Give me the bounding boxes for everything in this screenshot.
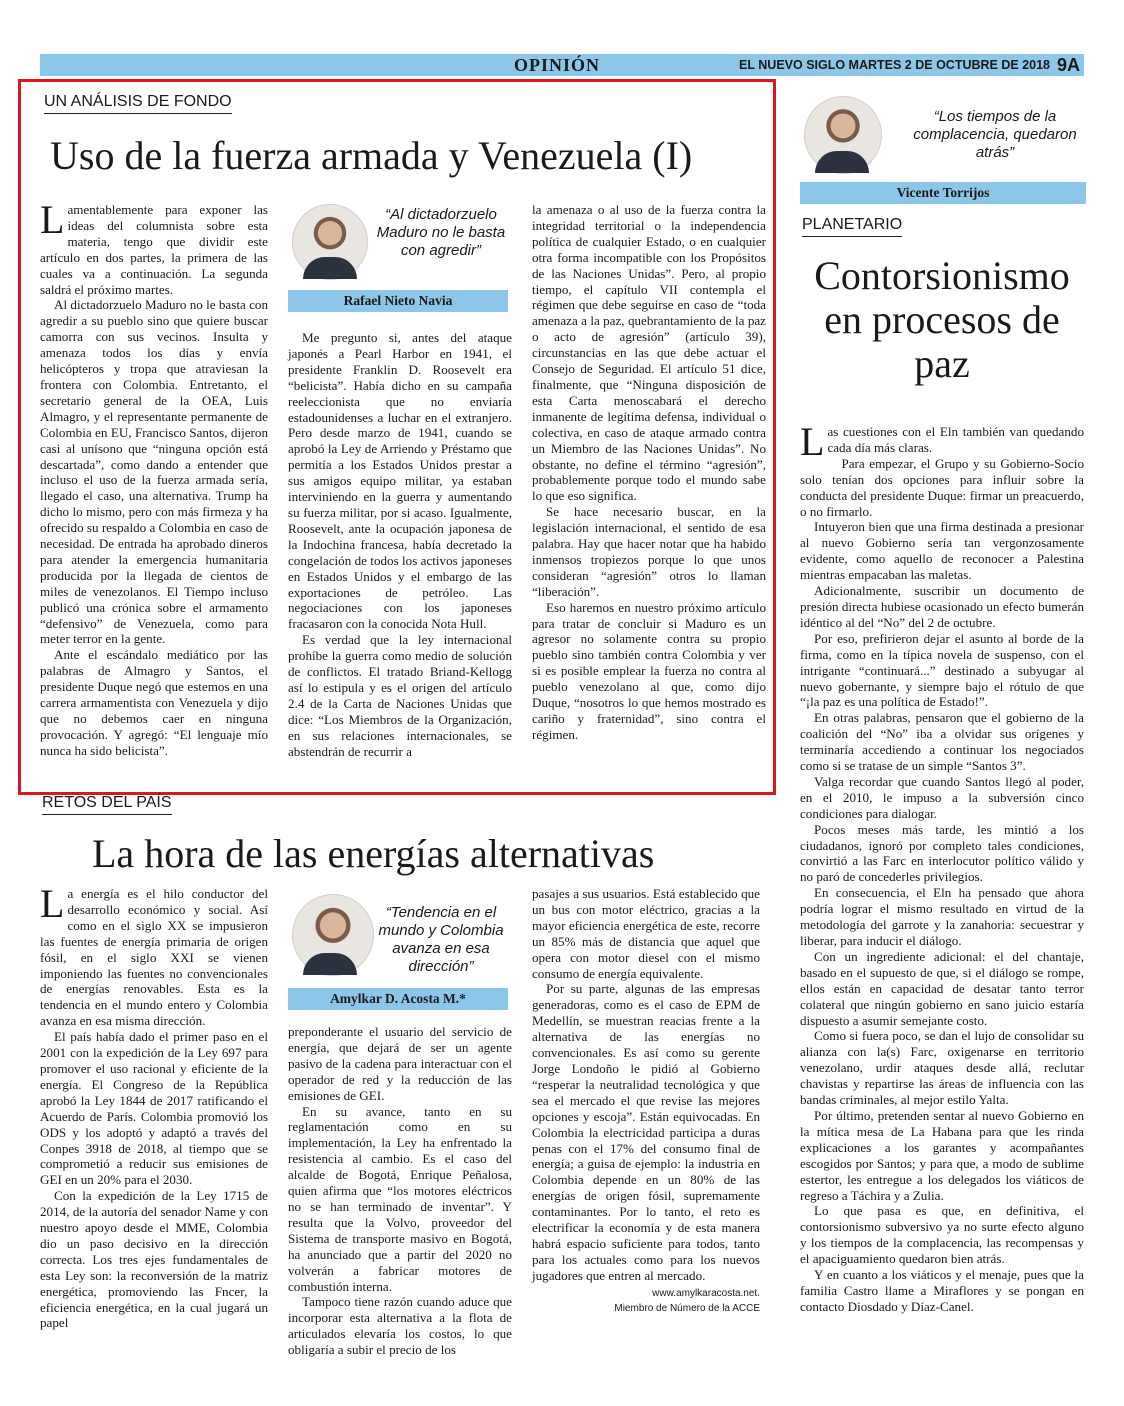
paragraph: En consecuencia, el Eln ha pensado que ahora podría lograr el mismo resultado en virtud de la metodología del garrote y la zanahoria: secuestrar y liberar, para inducir el diálogo.	[800, 885, 1084, 948]
author-website: www.amylkaracosta.net.	[652, 1287, 760, 1299]
article3-body	[800, 424, 1084, 1364]
paragraph: Valga recordar que cuando Santos llegó al poder, en el 2010, le impuso a la subversión cinco condiciones para dialogar.	[800, 773, 1084, 821]
author-name: Rafael Nieto Navia	[288, 290, 508, 312]
article2-column-1	[40, 881, 268, 1356]
paragraph: Adicionalmente, suscribir un documento de presión directa hubiese ocasionado un efecto bumerán idéntico al del “No” del 2 de octubre.	[800, 583, 1084, 630]
paragraph: En su avance, tanto en su reglamentación como en su implementación, la Ley ha enfrentado la resistencia al cambio. Es el caso del alcalde de Bogotá, Enrique Peñalosa, quien afirma que “los motores eléctricos no se han terminado de inventar”. Y resulta que la Volvo, proveedor del Sistema de transporte masivo en Bogotá, ha anunciado que a partir del 2020 no volverán a fabricar motores de combustión interna.	[288, 1103, 512, 1294]
article1-headline: Uso de la fuerza armada y Venezuela (I)	[50, 133, 693, 178]
article2-column-3	[532, 886, 760, 1356]
paragraph: pasajes a sus usuarios. Está establecido que un bus con motor eléctrico, gracias a la mayor eficiencia energética de este, recorre un 85% más de distancia que aquel que opera con motor diesel con el mismo consumo de energía equivalente.	[532, 886, 760, 981]
author-name: Vicente Torrijos	[800, 182, 1086, 204]
paragraph: Ante el escándalo mediático por las palabras de Almagro y Santos, el presidente Duque negó que estemos en una carrera armamentista con Venezuela y dijo que no debemos caer en ninguna provocación. Y agregó: “El lenguaje mío nunca ha sido belicista”.	[40, 647, 268, 758]
article3-kicker: PLANETARIO	[802, 216, 902, 237]
paragraph: Es verdad que la ley internacional prohíbe la guerra como medio de solución de conflictos. El tratado Briand-Kellogg así lo estipula y es el origen del artículo 2.4 de la Carta de Naciones Unidas que dice: “Los Miembros de la Organización, en sus relaciones internacionales, se abstendrán de recurrir a	[288, 632, 512, 759]
section-name: OPINIÓN	[513, 55, 600, 75]
dropcap: L	[800, 424, 825, 464]
paragraph: Por último, pretenden sentar al nuevo Gobierno en la mítica mesa de La Habana para que les rinda explicaciones a los garantes y acompañantes escogidos por Santos; y para que, a modo de sublime estertor, les entregue a los delegados los viáticos de regreso a Táchira y a Zulia.	[800, 1107, 1084, 1203]
paragraph: as cuestiones con el Eln también van quedando cada día más claras.	[827, 424, 1084, 455]
paragraph: Pocos meses más tarde, les mintió a los ciudadanos, ignoró por completo tales condiciones, convirtió a las Farc en interlocutor político válido y no paró de concederles privilegios.	[800, 821, 1084, 885]
article2-body	[40, 881, 760, 1358]
paragraph: Para empezar, el Grupo y su Gobierno-Socio solo tenían dos opciones para influir sobre la conducta del presidente Duque: firmar un preacuerdo, o no firmarlo.	[800, 455, 1084, 519]
paragraph: Como si fuera poco, se dan el lujo de consolidar su alianza con la(s) Farc, oxigenarse en territorio venezolano, urdir ataques desde allá, reclutar chavistas y repartirse las áreas de influencia con las bandas criminales, al mejor estilo Yalta.	[800, 1028, 1084, 1108]
paragraph: Eso haremos en nuestro próximo artículo para tratar de concluir si Maduro es un agresor no solamente contra su propio pueblo sino también contra Colombia y ver si es posible emplear la fuerza no contra al pueblo venezolano al que, como dijo Duque, “nosotros lo que hemos mostrado es cariño y fraternidad”, sino contra el régimen.	[532, 599, 766, 742]
paragraph: Con un ingrediente adicional: el del chantaje, basado en el supuesto de que, si el diálogo se rompe, ellos están en capacidad de desatar tanto terror colateral que ningún gobierno en sano juicio estaría dispuesto a asumir semejante costo.	[800, 948, 1084, 1028]
article2-column-2	[288, 886, 512, 1356]
paragraph: Tampoco tiene razón cuando aduce que incorporar esta alternativa a la flota de articulados elevaría los costos, lo que obligaría a subir el precio de los	[288, 1294, 512, 1358]
article1-kicker: UN ANÁLISIS DE FONDO	[44, 93, 232, 114]
paragraph: Se hace necesario buscar, en la legislación internacional, el sentido de esa palabra. Hay que hacer notar que ha habido inmensos tropiezos porque lo que unos consideran “agresión” otros lo llaman “liberación”.	[532, 504, 766, 599]
author-credential: Miembro de Número de la ACCE	[614, 1302, 760, 1314]
paragraph: preponderante el usuario del servicio de energía, que dejará de ser un agente pasivo de la cadena para interactuar con el operador de red y la reducción de las emisiones de GEI.	[288, 1024, 512, 1103]
article3-headline: Contorsionismo en procesos de paz	[814, 253, 1070, 386]
author-photo	[804, 96, 882, 174]
paragraph: Intuyeron bien que una firma destinada a presionar al nuevo Gobierno sería tan vergonzosamente evidente, como aquello de reconocer a Palestina mientras empacaban las maletas.	[800, 519, 1084, 583]
paragraph: a energía es el hilo conductor del desarrollo económico y social. Así como en el siglo XX se impusieron las fuentes de energía primaria de origen fósil, en el siglo XXI se vienen imponiendo las fuentes no convencionales de energías renovables. Esta es la tendencia en el mundo entero y Colombia avanza en esa misma dirección.	[40, 886, 268, 1029]
paragraph: Al dictadorzuelo Maduro no le basta con agredir a su pueblo sino que quiere buscar camorra con sus vecinos. Insulta y amenaza todos los días y envía helicópteros y tropa que atraviesan la frontera con Colombia. Entretanto, el secretario general de la OEA, Luis Almagro, y el representante permanente de Colombia en EU, Francisco Santos, dijeron casi al unísono que “ninguna opción está descartada”, como dando a entender que incluso el uso de la fuerza armada sería, llegado el caso, una alternativa. Trump ha dicho lo mismo, pero con más firmeza y ha ofrecido su respaldo a Colombia en caso de necesidad. De entrada ha aprobado dineros para atender la emergencia humanitaria producida por la llegada de cientos de miles de venezolanos. El Tiempo incluso publicó una crónica sobre el armamento “defensivo” de Venezuela, como para meter terror en la gente.	[40, 297, 268, 647]
columnist-box	[288, 886, 508, 1014]
page-number: 9A	[1056, 55, 1080, 75]
dropcap: L	[40, 197, 65, 242]
paragraph: El país había dado el primer paso en el 2001 con la expedición de la Ley 697 para promover el uso racional y eficiente de la energía. El Congreso de la República aprobó la Ley 1844 de 2017 ratificando el Acuerdo de París. Colombia promovió los ODS y los adoptó y adaptó a través del Conpes 3918 de 2018, al tiempo que se comprometió a reducir sus emisiones de GEI en un 20% para el 2030.	[40, 1029, 268, 1188]
paragraph: Por eso, prefirieron dejar el asunto al borde de la firma, como en la típica novela de suspenso, con el intrigante “continuará...” destinado a subyugar al nuevo gobernante, y siempre bajo el rótulo de que “¡la paz es una política de Estado!”.	[800, 630, 1084, 710]
dropcap: L	[40, 881, 65, 926]
paragraph: En otras palabras, pensaron que el gobierno de la coalición del “No” iba a olvidar sus orígenes y terminaría accediendo a continuar los negociados como si se tratase de un simple “Santos 3”.	[800, 710, 1084, 774]
pull-quote: “Al dictadorzuelo Maduro no le basta con agredir”	[376, 206, 506, 259]
paragraph: Y en cuanto a los viáticos y el menaje, pues que la familia Castro llame a Miraflores y se pongan en contacto Diosdado y Díaz-Canel.	[800, 1267, 1084, 1314]
paragraph: Por su parte, algunas de las empresas generadoras, como es el caso de EPM de Medellín, se muestran reacias frente a la alternativa de las energías no convencionales. Es así como su gerente Jorge Londoño le pidió al Gobierno “resperar la neutralidad tecnológica y que sea el mercado el que revise las mejores opciones y escoja”. Están equivocadas. En Colombia la electricidad participa a duras penas con el 17% del consumo final de energía; a guisa de ejemplo: la industria en Colombia depende en un 80% de las energías de origen fósil, supremamente contaminantes. Por lo tanto, el reto es electrificar la economía y de esta manera habrá espacio suficiente para todos, tanto para los actuales como para los nuevos jugadores que entren al mercado.	[532, 981, 760, 1283]
pull-quote: “Tendencia en el mundo y Colombia avanza en esa dirección”	[378, 904, 504, 975]
article2-kicker: RETOS DEL PAÍS	[42, 794, 172, 815]
paragraph: la amenaza o al uso de la fuerza contra la integridad territorial o la independencia política de cualquier Estado, o en cualquier otra forma incompatible con los Propósitos de las Naciones Unidas”. Pero, al propio tiempo, el capítulo VII contempla el régimen que debe seguirse en caso de “toda amenaza a la paz, quebrantamiento de la paz o acto de agresión” (artículo 39), circunstancias en las que debe actuar el Consejo de Seguridad. El artículo 51 dice, finalmente, que “Ninguna disposición de esta Carta menoscabará el derecho inmanente de legítima defensa, individual o colectiva, en caso de ataque armado contra un Miembro de las Naciones Unidas”. No obstante, no define el término “agresión”, probablemente porque todo el mundo sabe lo que eso significa.	[532, 202, 766, 504]
paragraph: Con la expedición de la Ley 1715 de 2014, de la autoría del senador Name y con nuestro apoyo desde el MME, Colombia dio un paso decisivo en la dirección correcta. Los tres ejes fundamentales de esta Ley son: la reconversión de la matriz energética, promoviendo las Fncer, la eficiencia energética, en la cual jugará un papel	[40, 1188, 268, 1331]
paragraph: Me pregunto si, antes del ataque japonés a Pearl Harbor en 1941, el presidente Franklin D. Roosevelt era “belicista”. Había dicho en su campaña reeleccionista que no enviaría estadounidenses a luchar en el extranjero. Pero desde marzo de 1941, cuando se aprobó la Ley de Arriendo y Préstamo que permitía a los Estados Unidos prestar a sus amigos equipo militar, ya estaban interviniendo en la guerra y aumentando su fuerza militar, por si acaso. Igualmente, Roosevelt, ante la ocupación japonesa de la Indochina francesa, había decretado la congelación de todos los activos japoneses en Estados Unidos y el embargo de las exportaciones de petróleo. Las negociaciones con los japoneses fracasaron con la conocida Nota Hull.	[288, 330, 512, 632]
author-name: Amylkar D. Acosta M.*	[288, 988, 508, 1010]
pull-quote: “Los tiempos de la complacencia, quedaron atrás”	[913, 108, 1077, 161]
highlight-box	[18, 79, 776, 795]
author-photo	[292, 894, 374, 976]
article2-headline: La hora de las energías alternativas	[92, 831, 655, 876]
paragraph: Lo que pasa es que, en definitiva, el contorsionismo subversivo ya no surte efecto alguno y los tiempos de la complacencia, las recompensas y el apaciguamiento quedaron bien atrás.	[800, 1203, 1084, 1267]
publication-date: EL NUEVO SIGLO MARTES 2 DE OCTUBRE DE 2018	[739, 58, 1050, 72]
columnist-box	[800, 92, 1086, 208]
paragraph: amentablemente para exponer las ideas del columnista sobre esta materia, tengo que dividir este artículo en dos partes, la primera de las cuales va a continuación. La segunda saldrá el próximo martes.	[40, 202, 268, 297]
masthead	[40, 54, 1084, 76]
